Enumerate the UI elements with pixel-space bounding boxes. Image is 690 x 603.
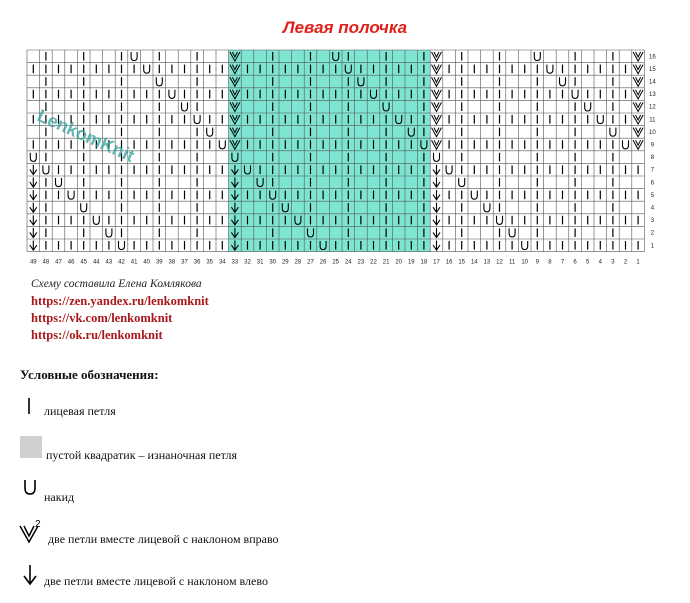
legend-knit-text: лицевая петля (44, 404, 116, 418)
k2tog-right-inner (636, 90, 641, 95)
column-number: 36 (193, 259, 201, 266)
yarn-over-stitch (585, 102, 591, 111)
legend-title: Условные обозначения: (20, 367, 159, 382)
yarn-over-stitch (119, 241, 125, 250)
row-number: 10 (649, 129, 656, 136)
yarn-over-stitch (459, 178, 465, 187)
column-number: 19 (407, 259, 415, 266)
column-number: 17 (433, 259, 440, 266)
column-number: 43 (105, 259, 113, 266)
link-ok[interactable]: https://ok.ru/lenkomknit (31, 328, 163, 342)
k2tog-right-icon (18, 518, 46, 544)
legend-yarn-over-text: накид (44, 490, 75, 504)
yarn-over-stitch (169, 90, 175, 99)
yarn-over-stitch (106, 228, 112, 237)
k2tog-right-inner (434, 140, 439, 145)
column-number: 28 (294, 259, 302, 266)
yarn-over-stitch (182, 102, 188, 111)
column-number: 48 (42, 259, 50, 266)
k2tog-right-inner (636, 52, 641, 57)
watermark: LenkomKnit (34, 105, 138, 166)
yarn-over-stitch (434, 153, 440, 162)
column-number: 21 (382, 259, 390, 266)
row-number: 16 (649, 54, 656, 61)
row-number: 5 (650, 192, 655, 199)
yarn-over-stitch (497, 216, 503, 225)
row-number: 6 (650, 180, 655, 187)
knitting-chart (0, 0, 690, 270)
yarn-over-stitch (30, 153, 36, 162)
column-number: 34 (218, 259, 226, 266)
column-number: 5 (586, 259, 590, 266)
row-number: 1 (650, 243, 655, 250)
row-number: 8 (650, 155, 655, 162)
purl-square-icon (20, 436, 42, 458)
column-number: 18 (420, 259, 428, 266)
k2tog-right-inner (434, 52, 439, 57)
column-number: 27 (307, 259, 314, 266)
column-number: 35 (206, 259, 214, 266)
column-number: 11 (508, 259, 516, 266)
column-number: 6 (573, 259, 577, 266)
yarn-over-stitch (522, 241, 528, 250)
k2tog-right-sup: 2 (35, 519, 41, 530)
column-number: 38 (168, 259, 176, 266)
column-number: 16 (445, 259, 453, 266)
yarn-over-stitch (93, 216, 99, 225)
row-number: 4 (650, 205, 655, 212)
legend-k2tog-left-text: две петли вместе лицевой с наклоном влево (44, 574, 268, 588)
yarn-over-stitch (471, 191, 477, 200)
column-number: 3 (611, 259, 615, 266)
k2tog-right-inner (636, 140, 641, 145)
yarn-over-stitch (56, 178, 62, 187)
yarn-over-stitch (597, 115, 603, 124)
k2tog-left-icon (22, 564, 38, 586)
yarn-over-stitch (509, 228, 515, 237)
yarn-over-stitch (43, 165, 49, 174)
column-number: 10 (521, 259, 529, 266)
column-number: 33 (231, 259, 239, 266)
k2tog-right-inner (434, 102, 439, 107)
column-number: 39 (155, 259, 163, 266)
knit-stitch-icon (24, 397, 34, 415)
row-number: 9 (650, 142, 655, 149)
yarn-over-stitch (610, 128, 616, 137)
row-number: 2 (650, 230, 655, 237)
column-number: 1 (636, 259, 640, 266)
column-number: 14 (470, 259, 478, 266)
yarn-over-stitch (446, 165, 452, 174)
k2tog-right-inner (434, 128, 439, 133)
link-vk[interactable]: https://vk.com/lenkomknit (31, 311, 173, 325)
yarn-over-stitch (194, 115, 200, 124)
yarn-over-stitch (81, 203, 87, 212)
yarn-over-stitch (547, 65, 553, 74)
column-number: 12 (496, 259, 503, 266)
column-number: 13 (483, 259, 491, 266)
column-number: 47 (55, 259, 62, 266)
column-number: 32 (244, 259, 251, 266)
k2tog-right-inner (636, 128, 641, 133)
yarn-over-icon (22, 478, 38, 496)
yarn-over-stitch (623, 140, 629, 149)
column-number: 4 (598, 259, 602, 266)
column-number: 30 (269, 259, 277, 266)
yarn-over-stitch (560, 77, 566, 86)
author-line: Схему составила Елена Комлякова (31, 278, 202, 290)
yarn-over-stitch (534, 52, 540, 61)
column-number: 29 (281, 259, 289, 266)
column-number: 8 (548, 259, 552, 266)
k2tog-right-inner (434, 90, 439, 95)
chart-title: Левая полочка (282, 18, 408, 37)
column-number: 22 (370, 259, 377, 266)
column-number: 23 (357, 259, 365, 266)
yarn-over-stitch (68, 191, 74, 200)
legend-purl-text: пустой квадратик – изнаночная петля (46, 448, 238, 462)
link-zen[interactable]: https://zen.yandex.ru/lenkomknit (31, 294, 209, 308)
yarn-over-stitch (207, 128, 213, 137)
row-number: 7 (650, 167, 655, 174)
column-number: 24 (344, 259, 352, 266)
column-number: 40 (143, 259, 151, 266)
column-number: 49 (29, 259, 37, 266)
column-number: 46 (67, 259, 75, 266)
k2tog-right-inner (434, 115, 439, 120)
row-number: 3 (650, 218, 655, 225)
row-number: 15 (649, 66, 656, 73)
column-number: 41 (130, 259, 138, 266)
column-number: 2 (623, 259, 628, 266)
column-number: 9 (535, 259, 539, 266)
yarn-over-stitch (219, 140, 225, 149)
row-number: 13 (649, 92, 656, 99)
k2tog-right-inner (636, 77, 641, 82)
column-number: 44 (92, 259, 100, 266)
yarn-over-stitch (572, 90, 578, 99)
row-number: 11 (649, 117, 656, 124)
k2tog-right-inner (434, 77, 439, 82)
k2tog-right-inner (434, 65, 439, 70)
column-number: 26 (319, 259, 327, 266)
column-number: 20 (395, 259, 403, 266)
column-number: 7 (560, 259, 565, 266)
yarn-over-stitch (131, 52, 137, 61)
k2tog-right-inner (636, 115, 641, 120)
yarn-over-stitch (484, 203, 490, 212)
column-number: 15 (458, 259, 466, 266)
k2tog-right-inner (636, 65, 641, 70)
legend-k2tog-right-text: две петли вместе лицевой с наклоном вправо (48, 532, 279, 546)
k2tog-right-inner (636, 102, 641, 107)
yarn-over-stitch (144, 65, 150, 74)
yarn-over-stitch (156, 77, 162, 86)
column-number: 37 (181, 259, 188, 266)
row-number: 14 (649, 79, 656, 86)
column-number: 45 (80, 259, 88, 266)
row-number: 12 (649, 104, 656, 111)
column-number: 25 (332, 259, 340, 266)
column-number: 31 (256, 259, 264, 266)
column-number: 42 (118, 259, 125, 266)
